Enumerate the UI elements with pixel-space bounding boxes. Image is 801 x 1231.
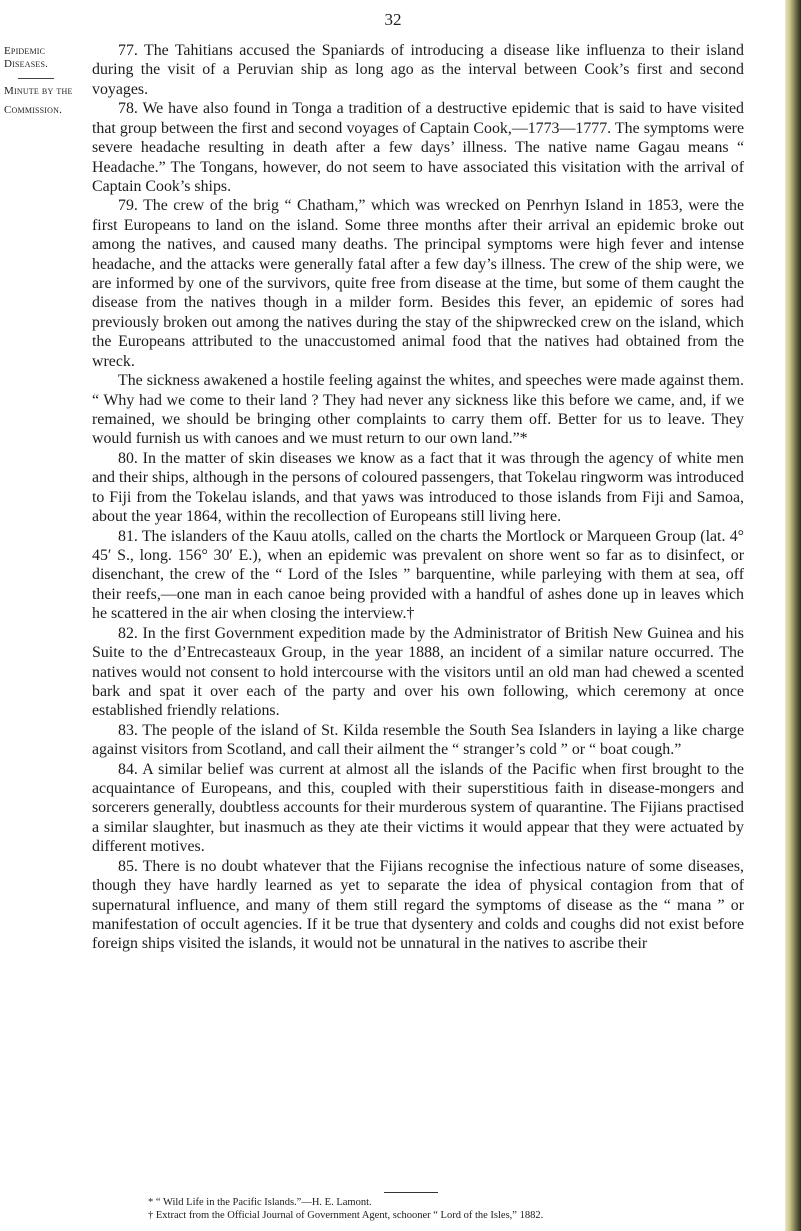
margin-note-minute: Minute by the <box>4 85 73 97</box>
paragraph-82: 82. In the first Government expedition made by the Administrator of British New Guinea and his Suite to the d’Entrecasteaux Group, in the year 1888, an incident of a similar nature occurred. The natives would not consent to hold intercourse with the visitors until an old man had chewed a scented bark and spat it over each of the party and over his own following, which ceremony at once established friendly relations. <box>92 624 744 720</box>
paragraph-83: 83. The people of the island of St. Kilda resemble the South Sea Islanders in laying a like charge against visitors from Scotland, and call their ailment the “ stranger’s cold ” or “ boat cough.” <box>92 721 744 759</box>
paragraph-84: 84. A similar belief was current at almost all the islands of the Pacific when first brought to the acquaintance of Europeans, and this, coupled with their superstitious faith in disease-mongers and sorcerers generally, doubtless accounts for their murderous system of quarantine. The Fijians practised a similar slaughter, but inasmuch as they ate their victims it would appear that they were actuated by different motives. <box>92 760 744 856</box>
margin-note-divider <box>4 70 54 82</box>
margin-note-epidemic: Epidemic <box>4 45 46 57</box>
footnote-1: * “ Wild Life in the Pacific Islands.”—H. E. Lamont. <box>148 1197 372 1208</box>
paragraph-80: 80. In the matter of skin diseases we know as a fact that it was through the agency of white men and their ships, although in the persons of coloured passengers, that Tokelau ringworm was introduced to Fiji from the Tokelau islands, and that yaws was introduced to those islands from Fiji and Samoa, about the year 1864, within the recollection of Europeans still living here. <box>92 449 744 526</box>
page-number: 32 <box>384 10 402 29</box>
paragraph-85: 85. There is no doubt whatever that the Fijians recognise the infectious nature of some diseases, though they have hardly learned as yet to separate the idea of physical contagion from that of supernatural influence, and many of them still regard the symptoms of disease as the “ mana ” or manifestation of occult agencies. If it be true that dysentery and colds and coughs did not exist before foreign ships visited the islands, it would not be unnatural in the natives to ascribe their <box>92 857 744 953</box>
margin-note-commission: Commission. <box>4 104 63 116</box>
paragraph-79-continued: The sickness awakened a hostile feeling against the whites, and speeches were made against them. “ Why had we come to their land ? They had never any sickness like this before we came, and, if we remained, we should be bringing other complaints to carry them off. Better for us to leave. They would furnish us with canoes and we must return to our own land.”* <box>92 372 744 448</box>
footnote-divider <box>384 1192 438 1193</box>
paragraph-77: 77. The Tahitians accused the Spaniards of introducing a disease like influenza to their island during the visit of a Peruvian ship as long ago as the interval between Cook’s first and second voyages. <box>92 42 744 98</box>
paragraph-79: 79. The crew of the brig “ Chatham,” which was wrecked on Penrhyn Island in 1853, were the first Europeans to land on the island. Some three months after their arrival an epidemic broke out among the natives, and caused many deaths. The principal symptoms were high fever and intense headache, and the attacks were generally fatal after a few day’s illness. The crew of the ship were, we are informed by one of the survivors, quite free from disease at the time, but some of them caught the disease from the natives though in a milder form. Besides this fever, an epidemic of sores had previously broken out among the natives during the stay of the shipwrecked crew on the island, which the Europeans attributed to the unaccustomed animal food that the natives had obtained from the wreck. <box>92 197 744 370</box>
paragraph-78: 78. We have also found in Tonga a tradition of a destructive epidemic that is said to have visited that group between the first and second voyages of Captain Cook,—1773—1777. The symptoms were severe headache resulting in death after a few days’ illness. The native name Gagau means “ Headache.” The Tongans, however, do not seem to have associated this visitation with the arrival of Captain Cook’s ships. <box>92 100 744 195</box>
paragraph-81: 81. The islanders of the Kauu atolls, called on the charts the Mortlock or Marqueen Group (lat. 4° 45′ S., long. 156° 30′ E.), when an epidemic was prevalent on shore went so far as to disinfect, or disenchant, the crew of the “ Lord of the Isles ” barquentine, while parleying with them at sea, off their reefs,—one man in each canoe being provided with a handful of ashes done up in leaves which he scattered in the air when closing the interview.† <box>92 527 744 623</box>
footnote-2: † Extract from the Official Journal of Government Agent, schooner “ Lord of the Isles,” 1882. <box>148 1210 544 1221</box>
margin-note-diseases: Diseases. <box>4 58 49 70</box>
body-text <box>92 41 744 954</box>
footnotes <box>92 1196 752 1222</box>
page-edge-binding <box>785 0 801 1231</box>
